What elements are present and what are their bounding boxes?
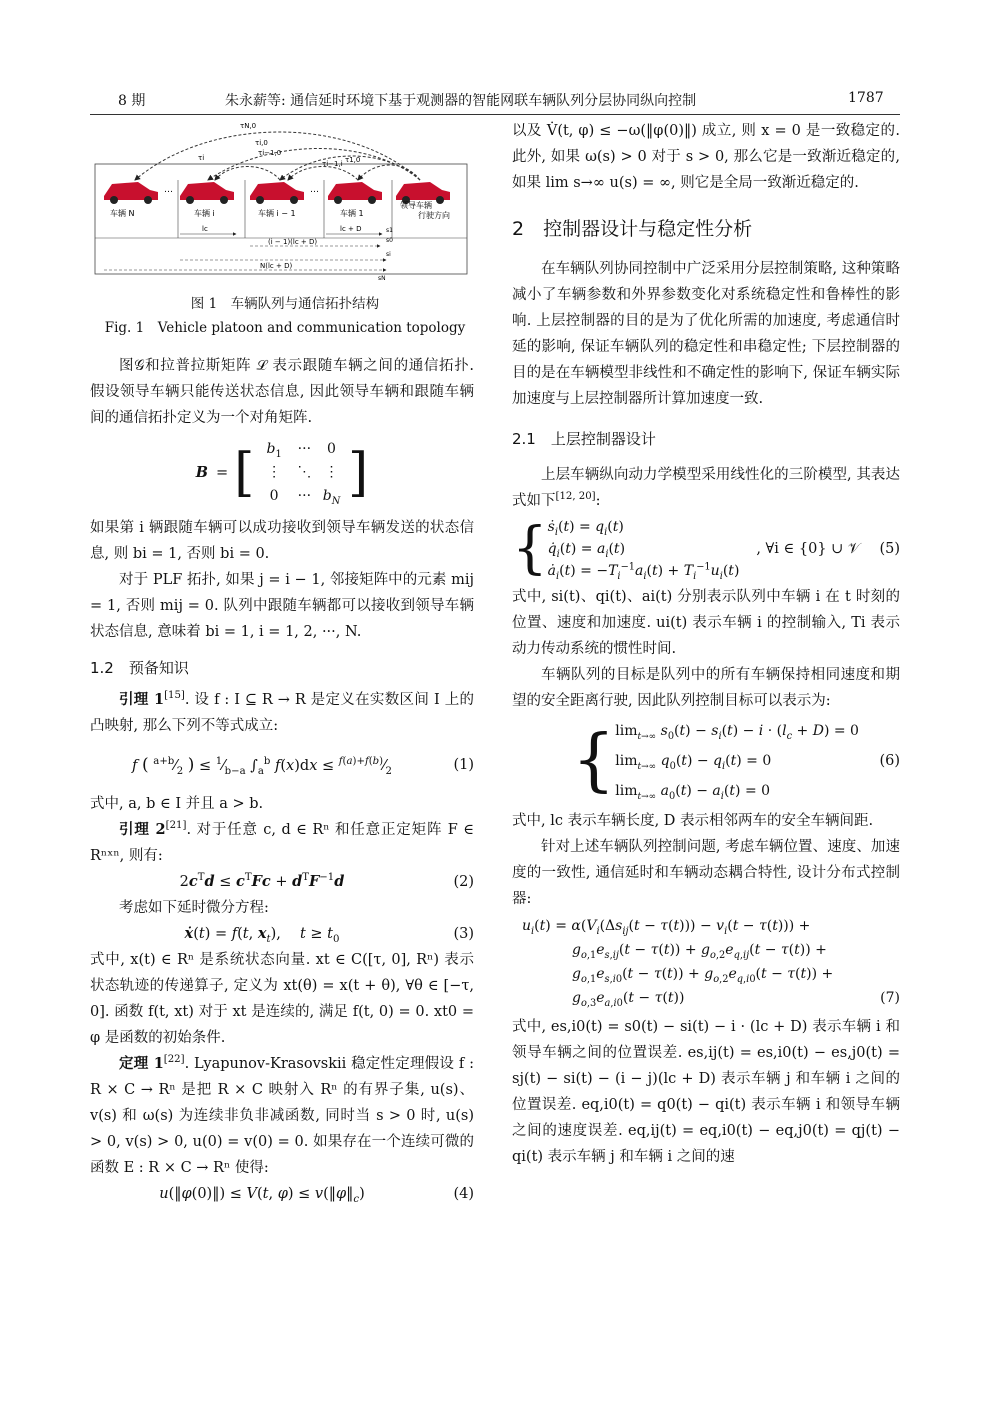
equation-5: { ṡ$_i$(t) = $q_i(t)$ $q̇_i(t) = a_i(t)$ $ȧ_i(t) = -T_i^{-1}a_i(t) + T_i^{-1}u_i(t)$ , ∀i ∈ {0} ∪ 𝒱 (5) [512, 516, 900, 582]
dim-label-lc: lc [202, 225, 208, 233]
lemma-2-text: . 对于任意 c, d ∈ Rⁿ 和任意正定矩阵 F ∈ Rⁿˣⁿ, 则有: [90, 822, 474, 864]
equation-number-3: (3) [453, 926, 474, 942]
theorem-1-title: 定理 1 [119, 1055, 164, 1072]
paragraph-controller-intro: 针对上述车辆队列控制问题, 考虑车辆位置、速度、加速度的一致性, 通信延时和车辆动态耦合特性, 设计分布式控制器: [512, 839, 900, 907]
paragraph-objective: 车辆队列的目标是队列中的所有车辆保持相同速度和期望的安全距离行驶, 因此队列控制目标可以表示为: [512, 667, 900, 709]
dim-label-sn: sN [378, 275, 386, 282]
lemma-2-title: 引理 2 [119, 821, 166, 838]
equation-7: $u_i(t) = \alpha(V_i(\Delta s_{ij}(t - \tau(t))) - v_i(t - \tau(t)))$ + $g_{o,1}e_{s,ij}(t - \tau(t)) + g_{o,2}e_{q,ij}(t - \tau(t))$ + $g_{o,1}e_{s,i0}(t - \tau(t)) + g_{o,2}e_{q,i0}(t - \tau(t))$ + $g_{o,3}e_{a,i0}(t - \tau(t))$ (7) [522, 918, 900, 1009]
paragraph-topology: 图𝒢和拉普拉斯矩阵 ℒ 表示跟随车辆之间的通信拓扑. 假设领导车辆只能传送状态信息, 因此领导车辆和跟随车辆间的通信拓扑定义为一个对角矩阵. [90, 358, 474, 426]
platoon-topology-figure [90, 118, 480, 288]
paragraph-stability-cont: 以及 V̇(t, φ) ≤ −ω(‖φ(0)‖) 成立, 则 x = 0 是一致稳定的. 此外, 如果 ω(s) > 0 对于 s > 0, 那么它是一致渐近稳定的, 如果 lim s→∞ u(s) = ∞, 则它是全局一致渐近稳定的. [512, 123, 900, 191]
dim-label-lc-d: lc + D [340, 225, 362, 233]
figure-caption-en: Fig. 1 Vehicle platoon and communication topology [104, 320, 466, 336]
car-icon-n [104, 182, 158, 204]
model-ref: [12, 20] [555, 491, 596, 503]
paragraph-model: 上层车辆纵向动力学模型采用线性化的三阶模型, 其表达式如下 [512, 467, 900, 509]
label-vehicle-i-minus-1: 车辆 i − 1 [258, 209, 296, 218]
svg-text:…: … [164, 185, 173, 195]
equation-2: $2c^Td \le c^TFc + d^TF^{-1}d$ (2) [90, 869, 474, 895]
label-vehicle-1: 车辆 1 [340, 209, 364, 218]
equation-1: f ( $^{a+b}⁄_2$ ) ≤ $^1⁄_{b-a}$ $\int_a^b$ $f(x)dx \le ^{f(a)+f(b)}⁄_2$ (1) [90, 739, 474, 791]
label-vehicle-n: 车辆 N [110, 209, 135, 218]
left-column [90, 353, 474, 1207]
equation-number-5: (5) [879, 541, 900, 557]
right-column: 以及 V̇(t, φ) ≤ −ω(‖φ(0)‖) 成立, 则 x = 0 是一致稳定的. 此外, 如果 ω(s) > 0 对于 s > 0, 那么它是一致渐近稳定的, 如果 lim s→∞ u(s) = ∞, 则它是全局一致渐近稳定的. 2 控制器设计与稳定性分析 在车辆队列协同控制中广泛采用分层控制策略, 这种策略减小了车辆参数和外界参数变化对系统稳定性和鲁棒性的影响. 上层控制器的目的是为了优化所需的加速度, 考虑通信时延的影响, 保证车辆队列的稳定性和串稳定性; 下层控制器的目的是在车辆模型非线性和不确定性的影响下, 保证车辆实际加速度与上层控制器所计算加速度一致. 2.1 上层控制器设计 上层车辆纵向动力学模型采用线性化的三阶模型, 其表达式如下[12, 20]: { ṡ$_i$(t) = $q_i(t)$ $q̇_i(t) = a_i(t)$ $ȧ_i(t) = -T_i^{-1}a_i(t) + T_i^{-1}u_i(t)$ , ∀i ∈ {0} ∪ 𝒱 (5) 式中, si(t)、qi(t)、ai(t) 分别表示队列中车辆 i 在 t 时刻的位置、速度和加速度. ui(t) 表示车辆 i 的控制输入, Ti 表示动力传动系统的惯性时间. 车辆队列的目标是队列中的所有车辆保持相同速度和期望的安全距离行驶, 因此队列控制目标可以表示为: { $\lim_{t\to\infty} s_0(t) - s_i(t) - i \cdot (l_c + D) = 0$ $\lim_{t\to\infty} q_0(t) - q_i(t) = 0$ $\lim_{t\to\infty} a_0(t) - a_i(t) = 0$ (6) 式中, lc 表示车辆长度, D 表示相邻两车的安全车辆间距. 针对上述车辆队列控制问题, 考虑车辆位置、速度、加速度的一致性, 通信延时和车辆动态耦合特性, 设计分布式控制器: $u_i(t) = \alpha(V_i(\Delta s_{ij}(t - \tau(t))) - v_i(t - \tau(t)))$ + $g_{o,1}e_{s,ij}(t - \tau(t)) + g_{o,2}e_{q,ij}(t - \tau(t))$ + $g_{o,1}e_{s,i0}(t - \tau(t)) + g_{o,2}e_{q,i0}(t - \tau(t))$ + $g_{o,3}e_{a,i0}(t - \tau(t))$ (7) 式中, es,i0(t) = s0(t) − si(t) − i · (lc + D) 表示车辆 i 和领导车辆之间的位置误差. es,ij(t) = es,i0(t) − es,j0(t) = sj(t) − si(t) − (i − j)(lc + D) 表示车辆 j 和车辆 i 之间的位置误差. eq,i0(t) = q0(t) − qi(t) 表示车辆 i 和领导车辆之间的速度误差. eq,ij(t) = eq,i0(t) − eq,j0(t) = qj(t) − qi(t) 表示车辆 j 和车辆 i 之间的速 [512, 118, 900, 1170]
delay-label-tau-n0: τN,0 [240, 122, 257, 130]
equation-matrix-b: B = [ $b_1$ ··· 0 ⋮ ⋱ ⋮ 0 ··· $b_N$ ] [195, 441, 369, 507]
dim-label-s0: s0 [386, 237, 393, 244]
header-running-title: 朱永薪等: 通信延时环境下基于观测器的智能网联车辆队列分层协同纵向控制 [225, 93, 697, 109]
lemma-2-ref: [21] [165, 820, 187, 832]
header-page-number: 1787 [848, 90, 884, 106]
paragraph-after-eq3: 式中, x(t) ∈ Rⁿ 是系统状态向量. xt ∈ C([τ, 0], Rⁿ) 表示状态轨迹的传递算子, 定义为 xt(θ) = x(t + θ), ∀θ ∈ [−τ, 0]. 函数 f(t, xt) 对于 xt 是连续的, 满足 f(t, 0) = 0. xt0 = φ 是函数的初始条件. [90, 952, 474, 1046]
paragraph-hierarchical: 在车辆队列协同控制中广泛采用分层控制策略, 这种策略减小了车辆参数和外界参数变化对系统稳定性和鲁棒性的影响. 上层控制器的目的是为了优化所需的加速度, 考虑通信时延的影响, 保证车辆队列的稳定性和串稳定性; 下层控制器的目的是在车辆模型非线性和不确定性的影响下, 保证车辆实际加速度与上层控制器所计算加速度一致. [512, 261, 900, 407]
paragraph-delay-ode: 考虑如下延时微分方程: [119, 900, 269, 916]
delay-label-tau-i0: τi,0 [255, 139, 268, 147]
theorem-1-ref: [22] [163, 1054, 185, 1066]
equation-number-6: (6) [879, 753, 900, 769]
paragraph-errors: 式中, es,i0(t) = s0(t) − si(t) − i · (lc + D) 表示车辆 i 和领导车辆之间的位置误差. es,ij(t) = es,i0(t) − es,j0(t) = sj(t) − si(t) − (i − j)(lc + D) 表示车辆 j 和车辆 i 之间的位置误差. eq,i0(t) = q0(t) − qi(t) 表示车辆 i 和领导车辆之间的速度误差. eq,ij(t) = eq,i0(t) − eq,j0(t) = qj(t) − qi(t) 表示车辆 j 和车辆 i 之间的速 [512, 1019, 900, 1165]
dim-label-n: N(lc + D) [260, 262, 293, 270]
paragraph-after-eq1: 式中, a, b ∈ I 并且 a > b. [90, 796, 264, 812]
equation-5-forall: ∀i ∈ {0} ∪ 𝒱 [765, 541, 860, 557]
label-leader-vehicle: 领导车辆 [400, 201, 432, 210]
figure-caption-zh: 图 1 车辆队列与通信拓扑结构 [190, 296, 380, 312]
section-2-1-heading: 2.1 上层控制器设计 [512, 430, 656, 448]
theorem-1-text: . Lyapunov-Krasovskii 稳定性定理假设 f : R × C → Rⁿ 是把 R × C 映射入 Rⁿ 的有界子集, u(s)、v(s) 和 ω(s) 为连续非负非减函数, 同时当 s > 0 时, u(s) > 0, v(s) > 0, u(0) = v(0) = 0. 如果存在一个连续可微的函数 E : R × C → Rⁿ 使得: [90, 1056, 474, 1176]
delay-label-tau-i1-i: τi−1,i [322, 160, 343, 168]
lemma-1-ref: [15] [164, 690, 185, 702]
car-icon-i-minus-1 [250, 182, 304, 204]
paragraph-model-vars: 式中, si(t)、qi(t)、ai(t) 分别表示队列中车辆 i 在 t 时刻的位置、速度和加速度. ui(t) 表示车辆 i 的控制输入, Ti 表示动力传动系统的惯性时间. [512, 589, 900, 657]
section-1-2-heading: 1.2 预备知识 [90, 659, 189, 677]
equation-number-4: (4) [453, 1186, 474, 1202]
equation-number-7: (7) [880, 990, 900, 1006]
section-2-heading: 2 控制器设计与稳定性分析 [512, 218, 753, 240]
delay-label-tau-i1-0: τi−1,0 [258, 149, 282, 157]
equation-6: { $\lim_{t\to\infty} s_0(t) - s_i(t) - i \cdot (l_c + D) = 0$ $\lim_{t\to\infty} q_0(t) - q_i(t) = 0$ $\lim_{t\to\infty} a_0(t) - a_i(t) = 0$ (6) [572, 721, 900, 802]
label-direction: 行驶方向 [418, 211, 450, 220]
header-rule [90, 114, 900, 115]
equation-3: ẋ(t) = f(t, $x_t$), $t \ge t_0$ (3) [90, 921, 474, 947]
dim-label-i-1: (i − 1)(lc + D) [268, 238, 318, 246]
delay-label-tau-10: τ1,0 [345, 156, 361, 164]
paragraph-bi-definition: 如果第 i 辆跟随车辆可以成功接收到领导车辆发送的状态信息, 则 bi = 1, 否则 bi = 0. [90, 520, 474, 562]
lemma-1-title: 引理 1 [119, 691, 165, 708]
equation-number-2: (2) [453, 874, 474, 890]
delay-label-tau-i: τi [198, 154, 205, 162]
car-icon-i [180, 182, 234, 204]
lemma-1-text: . 设 f : I ⊆ R → R 是定义在实数区间 I 上的凸映射, 那么下列不等式成立: [90, 692, 475, 734]
car-icon-1 [328, 182, 382, 204]
svg-text:…: … [310, 185, 319, 195]
dim-label-si: si [386, 251, 391, 258]
equation-number-1: (1) [453, 757, 474, 773]
dim-label-s1: s1 [386, 227, 393, 234]
paragraph-lc-d: 式中, lc 表示车辆长度, D 表示相邻两车的安全车辆间距. [512, 813, 874, 829]
equation-4: u(‖φ(0)‖) ≤ V(t, $\varphi) \le v(‖\varphi‖_c)$ (4) [90, 1181, 474, 1207]
label-vehicle-i: 车辆 i [194, 209, 215, 218]
paragraph-plf: 对于 PLF 拓扑, 如果 j = i − 1, 邻接矩阵中的元素 mij = 1, 否则 mij = 0. 队列中跟随车辆都可以接收到领导车辆状态信息, 意味着 bi = 1, i = 1, 2, ···, N. [90, 572, 474, 640]
header-journal-issue: 8 期 [118, 93, 146, 109]
